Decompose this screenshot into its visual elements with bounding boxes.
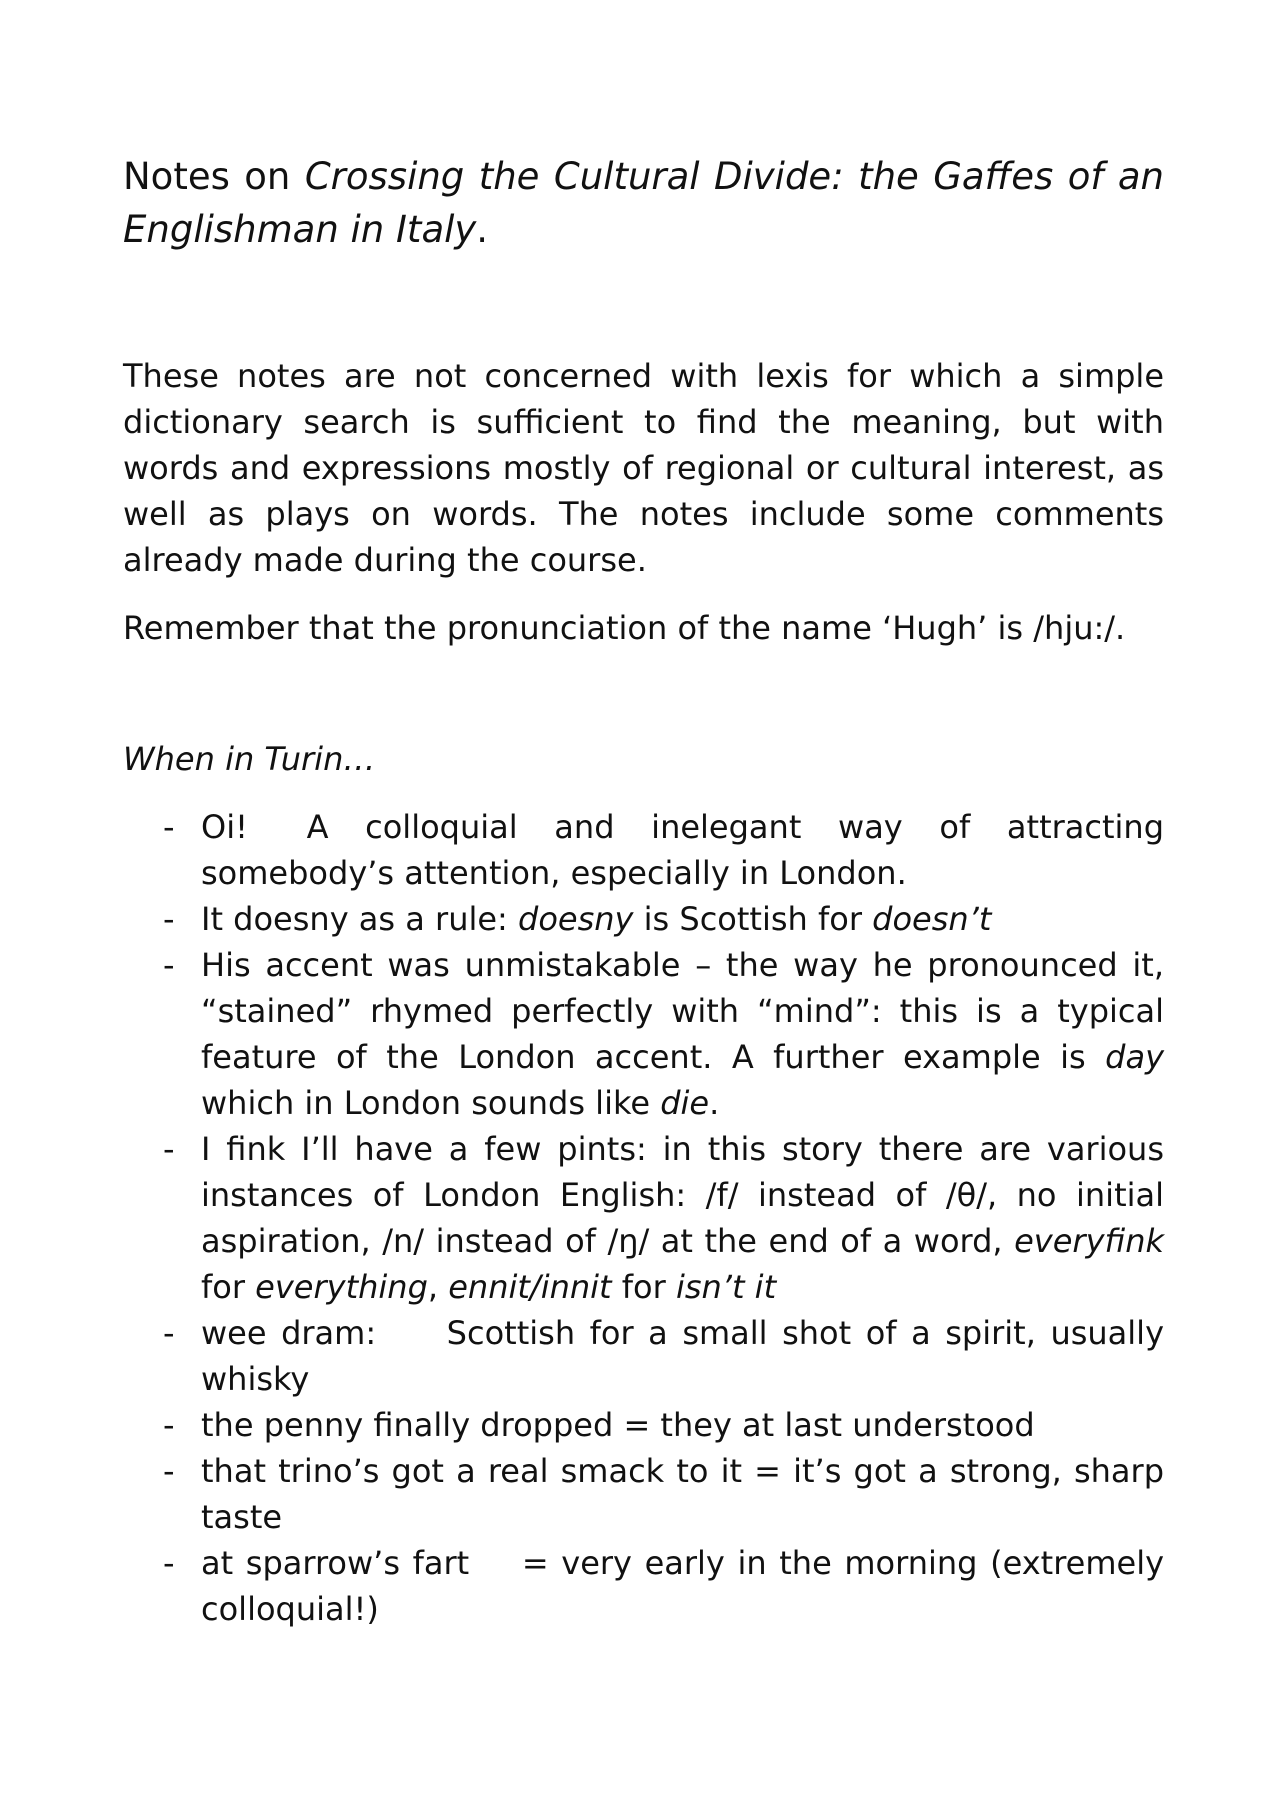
note-text: I fink I’ll have a few pints: in this story there are various instances of London English: /f/ instead of /θ/, no initial aspiration, /n/ instead of /ŋ/ at the end of a word, <box>201 1130 1164 1260</box>
note-text: , <box>427 1268 449 1306</box>
note-term-italic: day <box>1105 1038 1164 1076</box>
note-term-italic: everyfink <box>1014 1222 1164 1260</box>
note-text: the penny finally dropped = they at last understood <box>201 1406 1035 1444</box>
book-title: Crossing the Cultural Divide: the Gaffes of an Englishman in Italy <box>123 155 1164 251</box>
section-heading: When in Turin… <box>123 740 376 778</box>
note-text: It doesny as a rule: <box>201 900 518 938</box>
note-term-italic: die <box>660 1084 710 1122</box>
bullet-dash: - <box>163 900 175 938</box>
note-term-italic: doesny <box>518 900 634 938</box>
note-text: for <box>201 1268 256 1306</box>
bullet-dash: - <box>163 808 175 846</box>
note-text: His accent was unmistakable – the way he pronounced it, “stained” rhymed perfectly with “mind”: this is a typical feature of the London accent. A further example is <box>201 946 1164 1076</box>
notes-list <box>123 804 1164 1632</box>
list-item <box>123 1540 1164 1632</box>
list-item <box>123 1448 1164 1540</box>
list-item <box>123 1402 1164 1448</box>
bullet-dash: - <box>163 1314 175 1352</box>
list-item <box>123 896 1164 942</box>
document-title <box>123 150 1164 256</box>
note-term-italic: isn’t it <box>675 1268 777 1306</box>
list-item <box>123 1126 1164 1310</box>
note-text: is Scottish for <box>633 900 873 938</box>
bullet-dash: - <box>163 946 175 984</box>
bullet-dash: - <box>163 1406 175 1444</box>
note-term-italic: ennit/innit <box>448 1268 612 1306</box>
note-text: that trino’s got a real smack to it = it’s got a strong, sharp taste <box>201 1452 1164 1536</box>
note-text: . <box>709 1084 720 1122</box>
note-term-italic: doesn’t <box>872 900 992 938</box>
note-text: for <box>611 1268 676 1306</box>
note-term: Oi! <box>201 808 248 846</box>
note-text: A colloquial and inelegant way of attracting somebody’s attention, especially in London. <box>201 808 1165 892</box>
bullet-dash: - <box>163 1544 175 1582</box>
pronunciation-paragraph: Remember that the pronunciation of the name ‘Hugh’ is /hju:/. <box>123 609 1126 647</box>
note-text: Scottish for a small shot of a spirit, usually whisky <box>201 1314 1165 1398</box>
list-item <box>123 942 1164 1126</box>
title-prefix: Notes on <box>123 155 305 198</box>
list-item <box>123 1310 1164 1402</box>
note-text: = very early in the morning (extremely colloquial!) <box>201 1544 1165 1628</box>
note-text: which in London sounds like <box>201 1084 661 1122</box>
bullet-dash: - <box>163 1452 175 1490</box>
note-term: wee dram: <box>201 1314 377 1352</box>
title-suffix: . <box>476 208 489 251</box>
intro-paragraph: These notes are not concerned with lexis for which a simple dictionary search is sufficient to find the meaning, but with words and expressions mostly of regional or cultural interest, as well as plays on words. The notes include some comments already made during the course. <box>123 357 1164 579</box>
note-term-italic: everything <box>255 1268 428 1306</box>
list-item <box>123 804 1164 896</box>
note-term: at sparrow’s fart <box>201 1544 470 1582</box>
bullet-dash: - <box>163 1130 175 1168</box>
